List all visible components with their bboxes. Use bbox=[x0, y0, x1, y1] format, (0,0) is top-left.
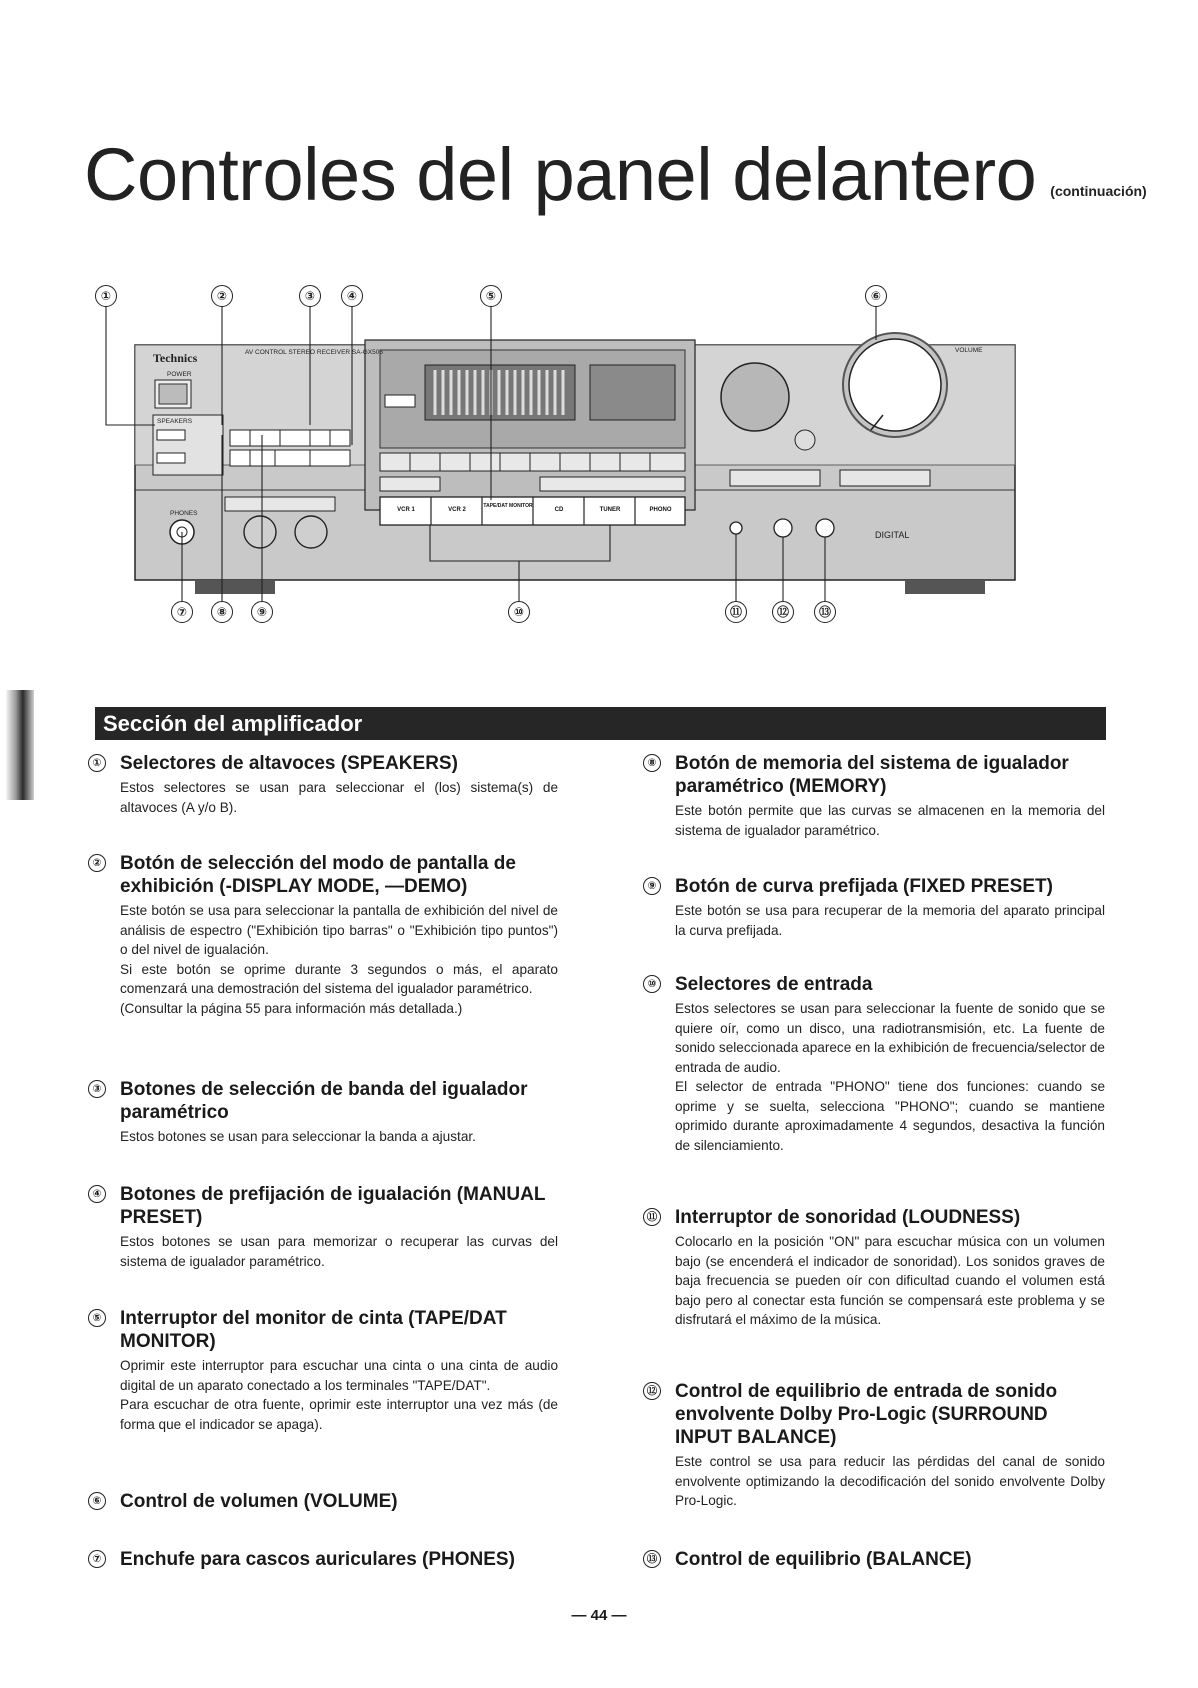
callout-2: ② bbox=[211, 285, 233, 307]
item-number: ⑨ bbox=[643, 877, 661, 895]
item-number: ④ bbox=[88, 1185, 106, 1203]
digital-label: DIGITAL bbox=[875, 530, 910, 540]
item-6 bbox=[88, 1490, 558, 1516]
item-title: Interruptor de sonoridad (LOUDNESS) bbox=[675, 1207, 1021, 1228]
input-tuner: TUNER bbox=[599, 507, 621, 513]
item-title: Selectores de altavoces (SPEAKERS) bbox=[120, 753, 458, 774]
callout-10: ⑩ bbox=[508, 601, 530, 623]
callout-6: ⑥ bbox=[865, 285, 887, 307]
speakers-label: SPEAKERS bbox=[157, 418, 193, 425]
item-text: Estos selectores se usan para seleccionar el (los) sistema(s) de altavoces (A y/o B). bbox=[120, 780, 558, 815]
item-number: ② bbox=[88, 854, 106, 872]
model-text: AV CONTROL STEREO RECEIVER SA-GX505 bbox=[245, 349, 383, 356]
item-title: Control de equilibrio (BALANCE) bbox=[675, 1549, 972, 1570]
item-number: ⑥ bbox=[88, 1492, 106, 1510]
item-title: Selectores de entrada bbox=[675, 974, 873, 995]
item-12 bbox=[643, 1380, 1105, 1511]
item-number: ⑪ bbox=[643, 1208, 661, 1226]
input-vcr2: VCR 2 bbox=[448, 507, 466, 513]
callout-3: ③ bbox=[299, 285, 321, 307]
item-9 bbox=[643, 875, 1105, 940]
item-2 bbox=[88, 852, 558, 1018]
item-text: Este control se usa para reducir las pérdidas del canal de sonido envolvente optimizando la decodificación del sonido envolvente Dolby Pro-Logic. bbox=[675, 1454, 1105, 1508]
binder-edge-mark bbox=[6, 690, 34, 800]
callout-8: ⑧ bbox=[211, 601, 233, 623]
page-title: Controles del panel delantero (continuación) bbox=[84, 133, 1147, 216]
page-number: — 44 — bbox=[571, 1607, 627, 1624]
item-text: Estos botones se usan para seleccionar la banda a ajustar. bbox=[120, 1129, 476, 1144]
item-text: Estos selectores se usan para seleccionar la fuente de sonido que se quiere oír, como un disco, una radiotransmisión, etc. La fuente de sonido seleccionada aparece en la exhibición de frecuencia/selector de entrada de audio. El selector de entrada "PHONO" tiene dos funciones: cuando se oprime y se suelta, selecciona "PHONO"; cuando se mantiene oprimido durante aproximadamente 4 segundos, desactiva la función de silenciamiento. bbox=[675, 1001, 1105, 1153]
item-3 bbox=[88, 1078, 558, 1147]
callout-13: ⑬ bbox=[814, 601, 836, 623]
callout-11: ⑪ bbox=[725, 601, 747, 623]
item-title: Botones de prefijación de igualación (MANUAL PRESET) bbox=[120, 1184, 546, 1228]
volume-label: VOLUME bbox=[955, 347, 983, 354]
item-4 bbox=[88, 1183, 558, 1271]
callout-7: ⑦ bbox=[171, 601, 193, 623]
item-number: ⑩ bbox=[643, 975, 661, 993]
item-title: Enchufe para cascos auriculares (PHONES) bbox=[120, 1549, 515, 1570]
item-title: Control de equilibrio de entrada de sonido envolvente Dolby Pro-Logic (SURROUND INPUT BALANCE) bbox=[675, 1381, 1058, 1448]
item-text: Este botón se usa para recuperar de la memoria del aparato principal la curva prefijada. bbox=[675, 903, 1105, 938]
callout-4: ④ bbox=[341, 285, 363, 307]
item-title: Botones de selección de banda del igualador paramétrico bbox=[120, 1079, 528, 1123]
item-10 bbox=[643, 973, 1105, 1155]
power-label: POWER bbox=[167, 371, 192, 378]
callout-5: ⑤ bbox=[480, 285, 502, 307]
item-title: Interruptor del monitor de cinta (TAPE/DAT MONITOR) bbox=[120, 1308, 507, 1352]
receiver-illustration bbox=[95, 285, 1055, 670]
item-number: ⑬ bbox=[643, 1550, 661, 1568]
item-text: Colocarlo en la posición "ON" para escuchar música con un volumen bajo (se encenderá el indicador de sonoridad). Los sonidos graves de baja frecuencia se pueden oír con dificultad cuando el volumen está bajo pero al conectar esta función se compensará este problema y se disfrutará el máximo de la música. bbox=[675, 1234, 1105, 1327]
input-vcr1: VCR 1 bbox=[397, 507, 415, 513]
item-11 bbox=[643, 1206, 1105, 1330]
item-number: ① bbox=[88, 754, 106, 772]
item-text: Oprimir este interruptor para escuchar una cinta o una cinta de audio digital de un aparato conectado a los terminales "TAPE/DAT". Para escuchar de otra fuente, oprimir este interruptor una vez más (de forma que el indicador se apaga). bbox=[120, 1358, 558, 1432]
brand-logo: Technics bbox=[153, 351, 198, 365]
item-title: Botón de selección del modo de pantalla de exhibición (-DISPLAY MODE, —DEMO) bbox=[120, 853, 516, 897]
callout-1: ① bbox=[95, 285, 117, 307]
title-note: (continuación) bbox=[1050, 183, 1147, 199]
item-number: ⑦ bbox=[88, 1550, 106, 1568]
item-13 bbox=[643, 1548, 1105, 1574]
item-number: ⑫ bbox=[643, 1382, 661, 1400]
item-title: Control de volumen (VOLUME) bbox=[120, 1491, 398, 1512]
item-text: Estos botones se usan para memorizar o recuperar las curvas del sistema de igualador paramétrico. bbox=[120, 1234, 558, 1269]
item-1 bbox=[88, 752, 558, 817]
input-cd: CD bbox=[554, 507, 564, 513]
item-7 bbox=[88, 1548, 558, 1574]
item-number: ⑤ bbox=[88, 1309, 106, 1327]
phones-label: PHONES bbox=[170, 510, 198, 517]
callout-12: ⑫ bbox=[772, 601, 794, 623]
section-banner: Sección del amplificador bbox=[95, 707, 1106, 740]
item-text: Este botón permite que las curvas se almacenen en la memoria del sistema de igualador paramétrico. bbox=[675, 803, 1105, 838]
input-phono: PHONO bbox=[649, 507, 672, 513]
item-number: ⑧ bbox=[643, 754, 661, 772]
item-text: Este botón se usa para seleccionar la pantalla de exhibición del nivel de análisis de espectro ("Exhibición tipo barras" o "Exhibición tipo puntos") o del nivel de igualación. Si este botón se oprime durante 3 segundos o más, el aparato comenzará una demostración del sistema del igualador paramétrico. (Consultar la página 55 para información más detallada.) bbox=[120, 903, 558, 1016]
item-number: ③ bbox=[88, 1080, 106, 1098]
callout-9: ⑨ bbox=[251, 601, 273, 623]
front-panel-diagram bbox=[95, 285, 1055, 670]
item-5 bbox=[88, 1307, 558, 1434]
item-title: Botón de memoria del sistema de igualador paramétrico (MEMORY) bbox=[675, 753, 1069, 797]
item-8 bbox=[643, 752, 1105, 840]
item-title: Botón de curva prefijada (FIXED PRESET) bbox=[675, 876, 1053, 897]
input-tape-dat-monitor: TAPE/DAT MONITOR bbox=[483, 503, 533, 509]
